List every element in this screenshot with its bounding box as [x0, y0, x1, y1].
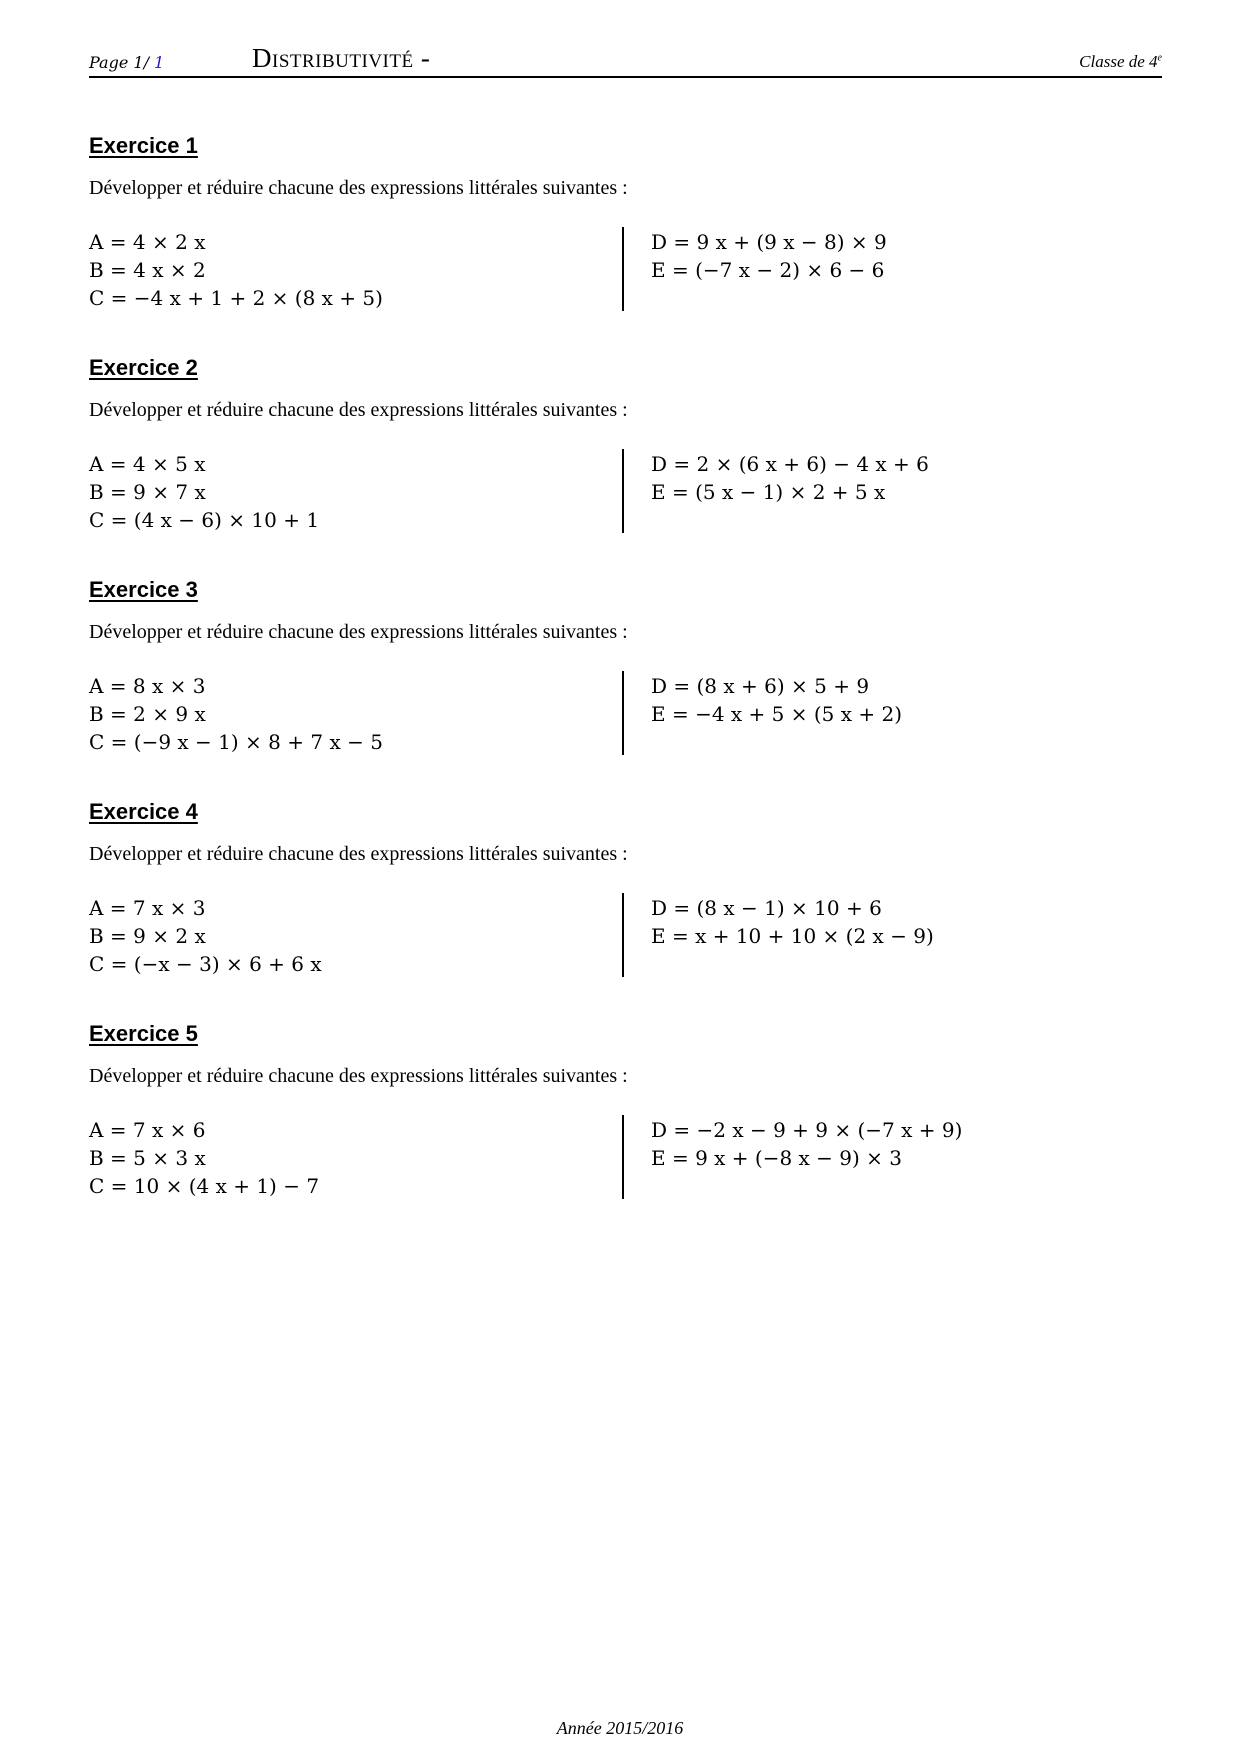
- page-number-label: Page 1/: [89, 53, 155, 72]
- expression-b: B = 9 × 2 x: [89, 924, 206, 948]
- exercise-instruction: Développer et réduire chacune des expressions littérales suivantes :: [89, 843, 628, 865]
- expression-c: C = (−9 x − 1) × 8 + 7 x − 5: [89, 730, 383, 754]
- exercise-5: [89, 1021, 1162, 1231]
- exercise-instruction: Développer et réduire chacune des expressions littérales suivantes :: [89, 621, 628, 643]
- expression-a: A = 7 x × 3: [89, 896, 206, 920]
- column-divider: [622, 671, 624, 755]
- expression-d: D = 9 x + (9 x − 8) × 9: [651, 230, 887, 254]
- exercise-title: Exercice 3: [89, 577, 198, 602]
- exercise-2: [89, 355, 1162, 565]
- expressions-right: [651, 450, 1151, 506]
- expressions-left: [89, 228, 619, 312]
- exercise-4: [89, 799, 1162, 1009]
- expressions-right: [651, 228, 1151, 284]
- column-divider: [622, 227, 624, 311]
- expression-d: D = 2 × (6 x + 6) − 4 x + 6: [651, 452, 929, 476]
- expression-a: A = 4 × 2 x: [89, 230, 206, 254]
- expression-a: A = 4 × 5 x: [89, 452, 206, 476]
- expression-b: B = 2 × 9 x: [89, 702, 206, 726]
- class-label-superscript: e: [1157, 52, 1162, 64]
- expression-d: D = (8 x + 6) × 5 + 9: [651, 674, 870, 698]
- expression-d: D = (8 x − 1) × 10 + 6: [651, 896, 882, 920]
- expression-a: A = 7 x × 6: [89, 1118, 206, 1142]
- column-divider: [622, 449, 624, 533]
- document-title: Distributivité -: [252, 43, 431, 73]
- exercise-title: Exercice 2: [89, 355, 198, 380]
- expression-b: B = 5 × 3 x: [89, 1146, 206, 1170]
- expressions-right: [651, 672, 1151, 728]
- class-label-text: Classe de 4: [1079, 52, 1158, 71]
- exercise-title: Exercice 4: [89, 799, 198, 824]
- exercise-3: [89, 577, 1162, 787]
- exercise-instruction: Développer et réduire chacune des expressions littérales suivantes :: [89, 399, 628, 421]
- expression-e: E = (5 x − 1) × 2 + 5 x: [651, 480, 886, 504]
- expressions-left: [89, 450, 619, 534]
- expression-c: C = (−x − 3) × 6 + 6 x: [89, 952, 322, 976]
- expressions-right: [651, 1116, 1151, 1172]
- column-divider: [622, 893, 624, 977]
- expression-b: B = 4 x × 2: [89, 258, 206, 282]
- expression-b: B = 9 × 7 x: [89, 480, 206, 504]
- expression-c: C = 10 × (4 x + 1) − 7: [89, 1174, 320, 1198]
- exercise-instruction: Développer et réduire chacune des expressions littérales suivantes :: [89, 177, 628, 199]
- expression-e: E = x + 10 + 10 × (2 x − 9): [651, 924, 934, 948]
- page-footer: Année 2015/2016: [556, 1718, 684, 1738]
- expression-e: E = −4 x + 5 × (5 x + 2): [651, 702, 903, 726]
- page-header: [89, 44, 1162, 78]
- expressions-left: [89, 1116, 619, 1200]
- column-divider: [622, 1115, 624, 1199]
- expressions-left: [89, 672, 619, 756]
- expression-c: C = −4 x + 1 + 2 × (8 x + 5): [89, 286, 383, 310]
- expressions-right: [651, 894, 1151, 950]
- class-label: [1079, 52, 1162, 72]
- expression-e: E = 9 x + (−8 x − 9) × 3: [651, 1146, 903, 1170]
- page-number: [89, 53, 164, 72]
- expression-a: A = 8 x × 3: [89, 674, 206, 698]
- page-total-link[interactable]: 1: [154, 53, 165, 72]
- expressions-left: [89, 894, 619, 978]
- exercise-title: Exercice 1: [89, 133, 198, 158]
- expression-d: D = −2 x − 9 + 9 × (−7 x + 9): [651, 1118, 963, 1142]
- exercise-title: Exercice 5: [89, 1021, 198, 1046]
- exercise-instruction: Développer et réduire chacune des expressions littérales suivantes :: [89, 1065, 628, 1087]
- expression-c: C = (4 x − 6) × 10 + 1: [89, 508, 320, 532]
- exercise-1: [89, 133, 1162, 343]
- expression-e: E = (−7 x − 2) × 6 − 6: [651, 258, 885, 282]
